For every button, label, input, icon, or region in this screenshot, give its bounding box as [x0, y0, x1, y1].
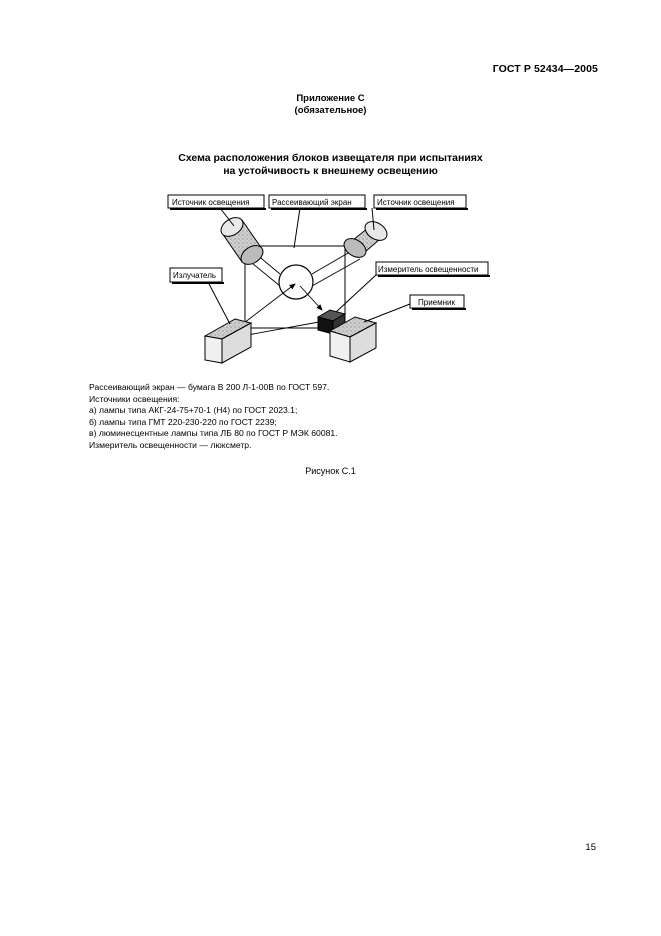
page-number: 15 [585, 842, 596, 853]
note-line: Измеритель освещенности — люксметр. [89, 439, 252, 450]
note-line: а) лампы типа АКГ-24-75+70-1 (Н4) по ГОСТ 2023.1; [89, 405, 298, 416]
callout-diffusing-screen-text: Рассеивающий экран [272, 198, 352, 207]
figure-title [0, 152, 661, 178]
annex-heading [0, 93, 661, 117]
callout-light-source-left-text: Источник освещения [172, 198, 250, 207]
callout-lux-meter [376, 262, 490, 277]
callout-emitter [170, 268, 224, 284]
callout-lux-meter-text: Измеритель освещенности [378, 265, 479, 274]
note-line: б) лампы типа ГМТ 220-230-220 по ГОСТ 2239; [89, 416, 277, 427]
light-source-left-lamp [218, 214, 267, 268]
annex-status: (обязательное) [294, 105, 367, 116]
figure-title-line1: Схема расположения блоков извещателя при испытаниях [178, 152, 483, 164]
test-setup-diagram [150, 186, 500, 371]
standard-code: ГОСТ Р 52434—2005 [492, 63, 598, 75]
note-line: Рассеивающий экран — бумага В 200 Л-1-00В по ГОСТ 597. [89, 382, 330, 392]
note-line: в) люминесцентные лампы типа ЛБ 80 по ГОСТ Р МЭК 60081. [89, 428, 338, 439]
note-line: Источники освещения: [89, 393, 180, 404]
figure-notes [89, 382, 338, 452]
emitter-block [205, 319, 251, 363]
figure-title-line2: на устойчивость к внешнему освещению [223, 165, 438, 177]
callout-light-source-left [168, 195, 266, 210]
diffusing-screen-circle [279, 265, 313, 299]
callout-light-source-right [374, 195, 468, 210]
callout-diffusing-screen [269, 195, 367, 210]
light-source-right-lamp [340, 218, 390, 262]
callout-receiver [410, 295, 466, 310]
annex-title: Приложение С [296, 93, 365, 104]
figure-caption: Рисунок С.1 [305, 466, 356, 476]
callout-emitter-text: Излучатель [173, 271, 217, 280]
callout-receiver-text: Приемник [418, 298, 456, 307]
callout-light-source-right-text: Источник освещения [377, 198, 455, 207]
